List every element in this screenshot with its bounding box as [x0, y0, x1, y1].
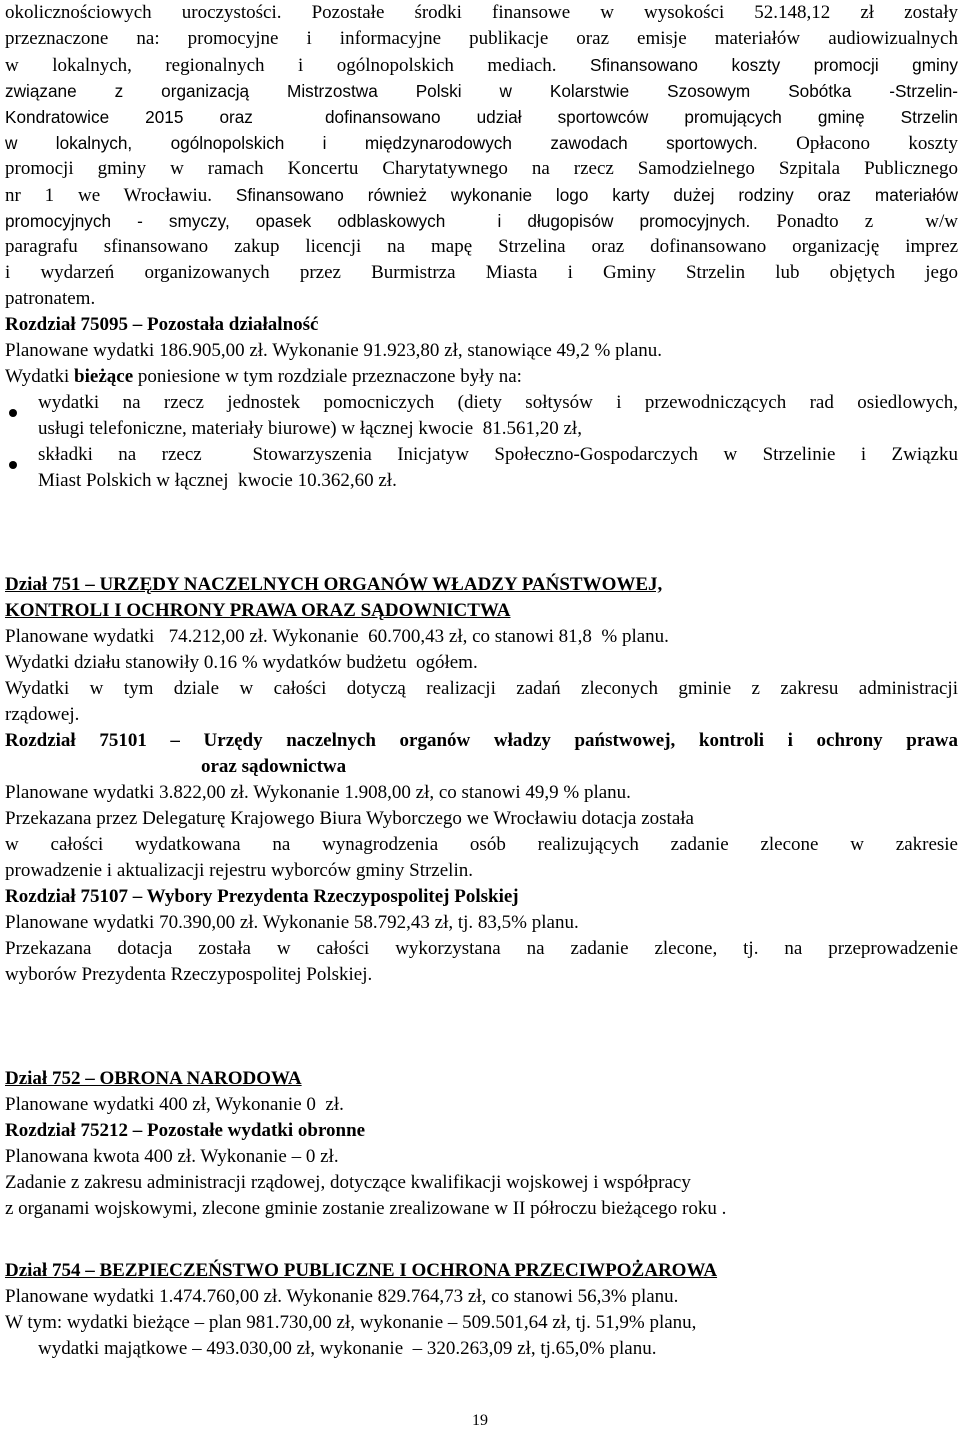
body-line: Planowane wydatki 1.474.760,00 zł. Wykonanie 829.764,73 zł, co stanowi 56,3% planu.	[5, 1286, 679, 1307]
list-item-line: składki na rzecz Stowarzyszenia Inicjatyw Społeczno-Gospodarczych w Strzelinie i Związku	[38, 444, 958, 465]
section-heading: Rozdział 75107 – Wybory Prezydenta Rzeczypospolitej Polskiej	[5, 886, 519, 907]
body-line: prowadzenie i aktualizacji rejestru wyborców gminy Strzelin.	[5, 860, 473, 881]
body-line: promocji gminy w ramach Koncertu Charytatywnego na rzecz Samodzielnego Szpitala Publicznego	[5, 158, 958, 179]
body-line: Przekazana dotacja została w całości wykorzystana na zadanie zlecone, tj. na przeprowadzenie	[5, 938, 958, 959]
section-heading: Rozdział 75095 – Pozostała działalność	[5, 314, 319, 335]
section-heading: Dział 752 – OBRONA NARODOWA	[5, 1068, 302, 1089]
body-line: Planowane wydatki 3.822,00 zł. Wykonanie 1.908,00 zł, co stanowi 49,9 % planu.	[5, 782, 631, 803]
body-line: przeznaczone na: promocyjne i informacyjne publikacje oraz emisje materiałów audiowizualnych	[5, 28, 958, 49]
body-line: Wydatki bieżące poniesione w tym rozdziale przeznaczone były na:	[5, 366, 522, 387]
page-number: 19	[472, 1412, 488, 1429]
body-line: paragrafu sfinansowano zakup licencji na mapę Strzelina oraz dofinansowano organizację imprez	[5, 236, 958, 257]
section-heading: Dział 751 – URZĘDY NACZELNYCH ORGANÓW WŁADZY PAŃSTWOWEJ,	[5, 574, 663, 595]
bullet-icon	[9, 461, 17, 469]
list-item-line: wydatki na rzecz jednostek pomocniczych (diety sołtysów i przewodniczących rad osiedlowych,	[38, 392, 958, 413]
body-line: wydatki majątkowe – 493.030,00 zł, wykonanie – 320.263,09 zł, tj.65,0% planu.	[38, 1338, 657, 1359]
section-heading: oraz sądownictwa	[201, 756, 347, 777]
body-line: Planowane wydatki 70.390,00 zł. Wykonanie 58.792,43 zł, tj. 83,5% planu.	[5, 912, 579, 933]
body-line: okolicznościowych uroczystości. Pozostałe środki finansowe w wysokości 52.148,12 zł zostały	[5, 2, 958, 23]
section-heading: Dział 754 – BEZPIECZEŃSTWO PUBLICZNE I OCHRONA PRZECIWPOŻAROWA	[5, 1260, 718, 1281]
body-line: z organami wojskowymi, zlecone gminie zostanie zrealizowane w II półroczu bieżącego roku .	[5, 1198, 727, 1219]
body-line: Planowane wydatki 186.905,00 zł. Wykonanie 91.923,80 zł, stanowiące 49,2 % planu.	[5, 340, 663, 361]
body-line: Planowana kwota 400 zł. Wykonanie – 0 zł.	[5, 1146, 339, 1167]
body-line: Planowane wydatki 74.212,00 zł. Wykonanie 60.700,43 zł, co stanowi 81,8 % planu.	[5, 626, 669, 647]
body-line: w lokalnych, ogólnopolskich i międzynarodowych zawodach sportowych. Opłacono koszty	[5, 133, 958, 154]
body-line: Kondratowice 2015 oraz dofinansowano udział sportowców promujących gminę Strzelin	[5, 107, 958, 127]
body-line: W tym: wydatki bieżące – plan 981.730,00 zł, wykonanie – 509.501,64 zł, tj. 51,9% planu,	[5, 1312, 697, 1333]
section-heading: Rozdział 75212 – Pozostałe wydatki obronne	[5, 1120, 366, 1141]
body-line: związane z organizacją Mistrzostwa Polski w Kolarstwie Szosowym Sobótka -Strzelin-	[5, 81, 958, 101]
body-line: Wydatki w tym dziale w całości dotyczą realizacji zadań zleconych gminie z zakresu administracji	[5, 678, 958, 699]
section-heading: KONTROLI I OCHRONY PRAWA ORAZ SĄDOWNICTWA	[5, 600, 511, 621]
body-line: i wydarzeń organizowanych przez Burmistrza Miasta i Gminy Strzelin lub objętych jego	[5, 262, 958, 283]
list-item-line: Miast Polskich w łącznej kwocie 10.362,60 zł.	[38, 470, 397, 491]
body-line: promocyjnych - smyczy, opasek odblaskowych i długopisów promocyjnych. Ponadto z w/w	[5, 211, 959, 232]
body-line: Zadanie z zakresu administracji rządowej, dotyczące kwalifikacji wojskowej i współpracy	[5, 1172, 691, 1193]
body-line: nr 1 we Wrocławiu. Sfinansowano również wykonanie logo karty dużej rodziny oraz materiałów	[5, 185, 958, 206]
body-line: w całości wydatkowana na wynagrodzenia osób realizujących zadanie zlecone w zakresie	[5, 834, 958, 855]
body-line: wyborów Prezydenta Rzeczypospolitej Polskiej.	[5, 964, 373, 985]
body-line: Planowane wydatki 400 zł, Wykonanie 0 zł.	[5, 1094, 344, 1115]
body-line: w lokalnych, regionalnych i ogólnopolskich mediach. Sfinansowano koszty promocji gminy	[5, 55, 958, 76]
body-line: Wydatki działu stanowiły 0.16 % wydatków budżetu ogółem.	[5, 652, 478, 673]
list-item-line: usługi telefoniczne, materiały biurowe) w łącznej kwocie 81.561,20 zł,	[38, 418, 582, 439]
body-line: rządowej.	[5, 704, 80, 725]
bullet-icon	[9, 409, 17, 417]
body-line: patronatem.	[5, 288, 96, 309]
section-heading: Rozdział 75101 – Urzędy naczelnych organów władzy państwowej, kontroli i ochrony prawa	[5, 730, 958, 751]
body-line: Przekazana przez Delegaturę Krajowego Biura Wyborczego we Wrocławiu dotacja została	[5, 808, 694, 829]
